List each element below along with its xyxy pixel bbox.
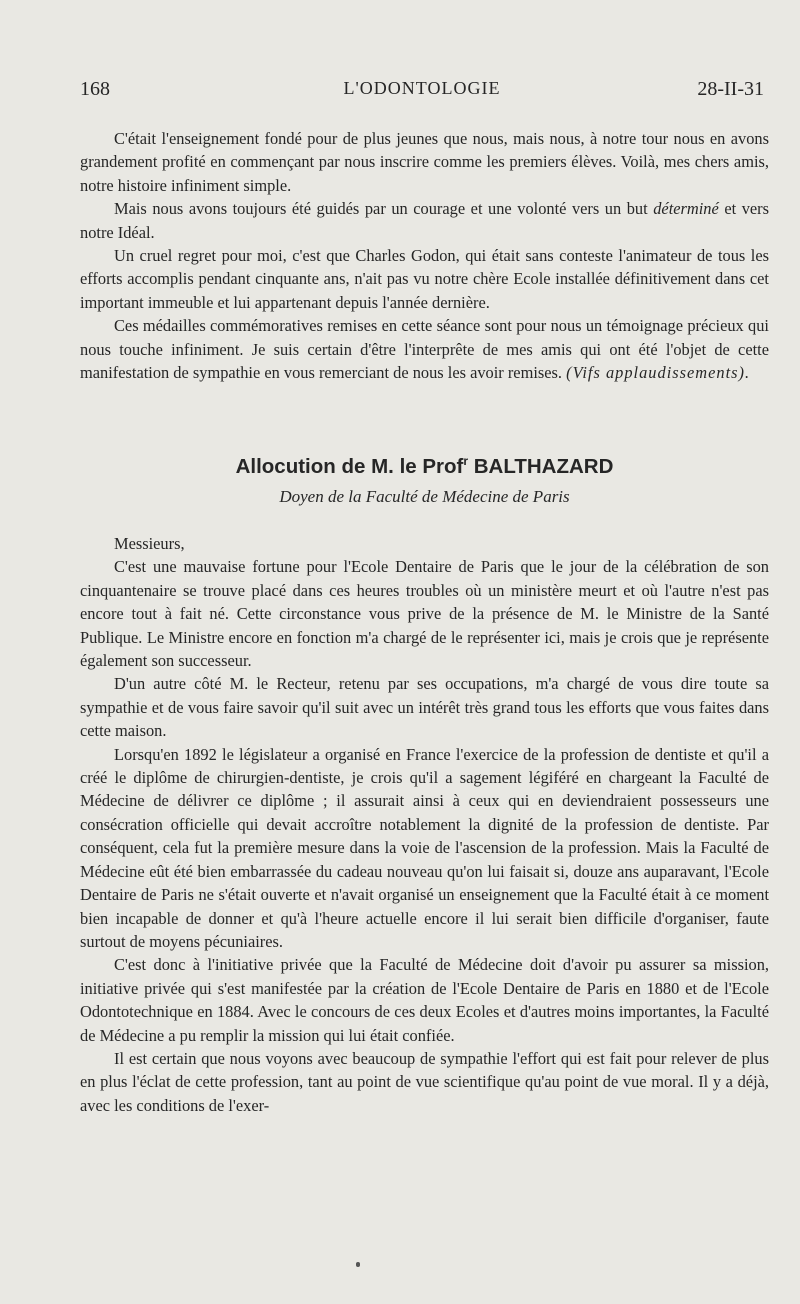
paragraph: Lorsqu'en 1892 le législateur a organisé en France l'exercice de la profession de dentiste et qu'il a créé le diplôme de chirurgien-dentiste, je crois qu'il a sagement légiféré en chargeant la Faculté de Médecine de délivrer ce diplôme ; il assurait ainsi à ceux qui en deviendraient possesseurs une consécration officielle qui devait accroître notablement la dignité de la profession de dentiste. Par conséquent, cela fut la première mesure dans la voie de l'ascension de la profession. Mais la Faculté de Médecine eût été bien embarrassée du cadeau nouveau qu'on lui faisait si, douze ans auparavant, l'Ecole Dentaire de Paris ne s'était ouverte et n'avait organisé un enseignement que la Faculté était à ce moment bien incapable de donner et qu'à l'heure actuelle encore il lui serait bien difficile d'organiser, faute surtout de moyens pécuniaires. <box>80 744 769 951</box>
allocution-text <box>80 532 769 1117</box>
emphasis: déterminé <box>653 199 719 219</box>
salutation: Messieurs, <box>114 534 185 553</box>
page-number: 168 <box>80 78 110 100</box>
paragraph: D'un autre côté M. le Recteur, retenu par ses occupations, m'a chargé de vous dire toute sa sympathie et de vous faire savoir qu'il suit avec un intérêt très grand tous les efforts que vous faites dans cette maison. <box>80 674 769 741</box>
paragraph: Mais nous avons toujours été guidés par un courage et une volonté vers un but déterminé et vers notre Idéal. <box>80 199 770 242</box>
paragraph: Il est certain que nous voyons avec beaucoup de sympathie l'effort qui est fait pour relever de plus en plus l'éclat de cette profession, tant au point de vue scientifique qu'au point de vue moral. Il y a déjà, avec les conditions de l'exer- <box>80 1048 769 1115</box>
paragraph: C'est donc à l'initiative privée que la Faculté de Médecine doit d'avoir pu assurer sa mission, initiative privée qui s'est manifestée par la création de l'Ecole Dentaire de Paris en 1880 et de l'Ecole Odontotechnique en 1884. Avec le concours de ces deux Ecoles et d'autres moins importantes, la Faculté de Médecine a pu remplir la mission qui lui était confiée. <box>80 955 769 1045</box>
issue-date: 28-II-31 <box>697 78 764 100</box>
applause-note: (Vifs applaudissements). <box>566 363 751 383</box>
section-heading: Allocution de M. le Prof$^r$ BALTHAZARD <box>235 454 614 478</box>
paragraph: Ces médailles commémoratives remises en cette séance sont pour nous un témoignage précieux qui nous touche infiniment. Je suis certain d'être l'interprête de mes amis qui ont été l'objet de cette manifestation de sympathie en vous remerciant de nous les avoir remises. (Vifs applaudissements). <box>80 316 769 383</box>
running-header <box>80 78 764 108</box>
paragraph: C'était l'enseignement fondé pour de plus jeunes que nous, mais nous, à notre tour nous en avons grandement profité en commençant par nous inscrire comme les premiers élèves. Voilà, mes chers amis, notre histoire infiniment simple. <box>80 129 769 195</box>
paragraph: Un cruel regret pour moi, c'est que Charles Godon, qui était sans conteste l'animateur de tous les efforts accomplis pendant cinquante ans, n'ait pas vu notre chère Ecole installée définitivement dans cet important immeuble et lui appartenant depuis l'année dernière. <box>80 246 769 312</box>
section-subtitle: Doyen de la Faculté de Médecine de Paris <box>279 487 570 506</box>
journal-title: L'ODONTOLOGIE <box>343 78 501 98</box>
paragraph: C'est une mauvaise fortune pour l'Ecole Dentaire de Paris que le jour de la célébration de son cinquantenaire se trouve placé dans ces heures troubles où un ministère meurt et où l'autre n'est pas encore tout à fait né. Cette circonstance vous prive de la présence de M. le Ministre de la Santé Publique. Le Ministre encore en fonction m'a chargé de le représenter ici, mais je crois que je représente également son successeur. <box>80 557 769 671</box>
ink-speck <box>356 1262 360 1267</box>
previous-speech-ending <box>80 127 769 384</box>
